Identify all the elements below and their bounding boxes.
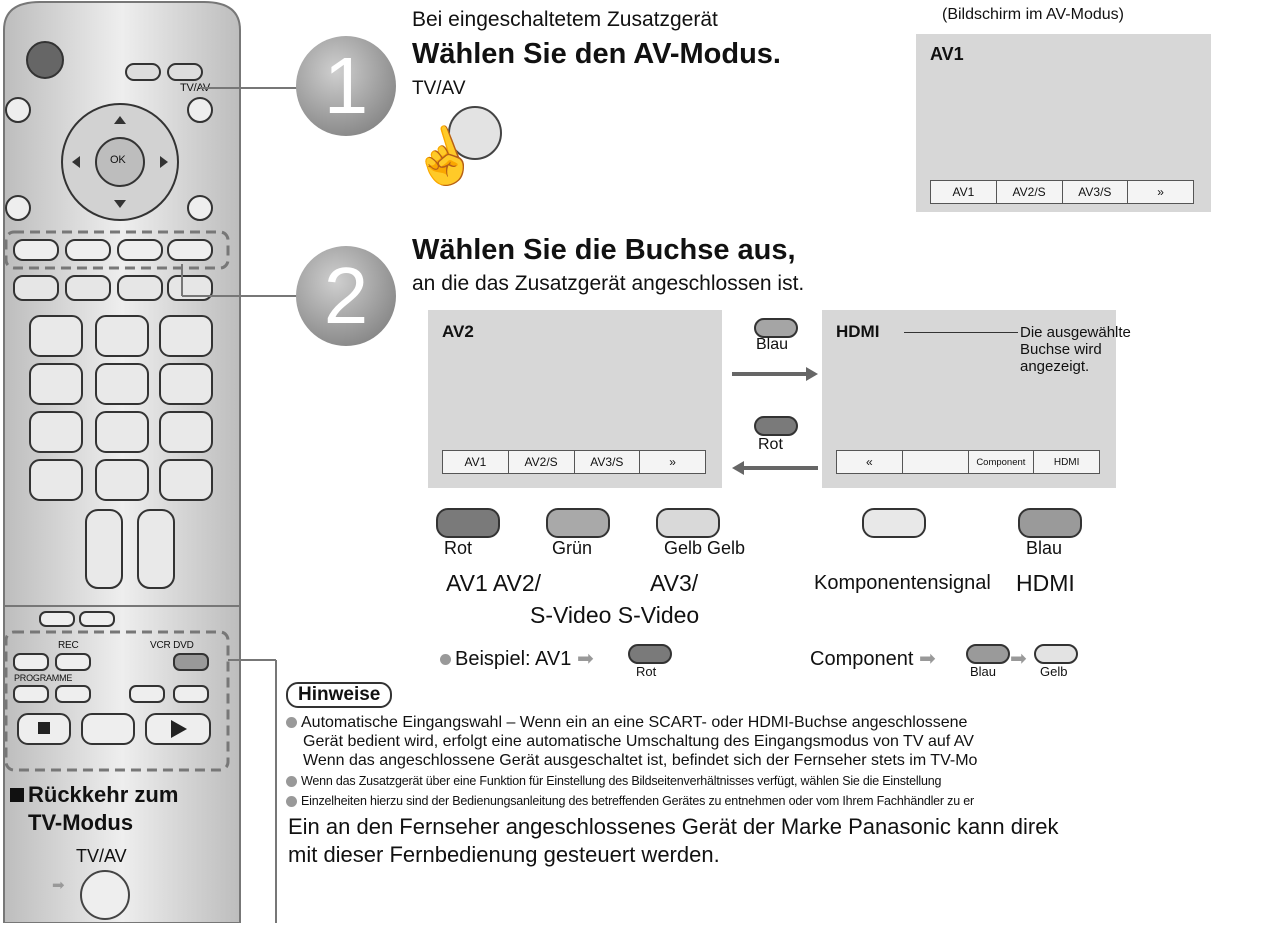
step-2-subtitle: an die das Zusatzgerät angeschlossen ist. [412,272,805,295]
arrow-icon: ➡ [918,648,936,670]
note-3 [286,794,974,808]
red-button-icon [628,644,672,664]
gruen-label: Grün [552,538,593,558]
komponentensignal-label: Komponentensignal [814,572,991,594]
av1-av2-label [446,570,541,597]
screen-title: HDMI [836,322,880,341]
back-button-label: TV/AV [76,846,127,866]
av1-label: AV1 [446,570,488,596]
tab-more: » [669,455,676,469]
yellow-button-icon [656,508,720,538]
av2-screen [428,310,722,488]
vcr-dvd-label: VCR DVD [150,640,194,651]
back-title-2: TV-Modus [28,810,134,835]
callout-line [904,332,1018,333]
component-label: Component [810,648,914,670]
blau-label: Blau [1026,538,1063,558]
callout-line-2: Buchse wird [1020,341,1102,358]
back-title-text: Rückkehr zum [28,782,179,807]
tab-more: » [1157,185,1164,199]
av3-label: AV3/ [650,570,699,596]
example-label: Beispiel: AV1 [455,648,572,670]
blue-button-icon [1018,508,1082,538]
rot-label: Rot [758,436,783,453]
svideo-label: S-Video S-Video [530,602,700,628]
note-1-line-2: Gerät bedient wird, erfolgt eine automatische Umschaltung des Eingangsmodus von TV auf AV [303,733,974,750]
note-3-text: Einzelheiten hierzu sind der Bedienungsanleitung des betreffenden Gerätes zu entnehmen oder vom Ihrem Fachhändler zu er [301,794,974,808]
rec-label: REC [58,640,79,651]
notes-heading: Hinweise [286,682,392,708]
red-button-icon [436,508,500,538]
blue-button-icon [966,644,1010,664]
tab-av3s: AV3/S [575,451,641,473]
note-1-line-1: Automatische Eingangswahl – Wenn ein an eine SCART- oder HDMI-Buchse angeschlossene [301,714,968,731]
av2-label: AV2/ [492,570,542,596]
pointing-hand-icon: ☝ [401,117,486,197]
bullet-icon [286,796,297,807]
ok-label: OK [110,154,126,166]
tab-hdmi: HDMI [1053,456,1080,468]
screen-tab-bar [836,450,1100,474]
footer-line-1: Ein an den Fernseher angeschlossenes Gerät der Marke Panasonic kann direk [288,814,1059,839]
tv-av-button[interactable] [80,870,130,920]
note-1 [286,714,967,732]
tv-av-label: TV/AV [180,82,210,94]
green-button-icon [546,508,610,538]
step-1-intro: Bei eingeschaltetem Zusatzgerät [412,8,718,31]
footer-line-2: mit dieser Fernbedienung gesteuert werden. [288,842,720,867]
callout-text [1020,324,1131,375]
note-1-line-3: Wenn das angeschlossene Gerät ausgeschaltet ist, befindet sich der Fernseher stets im TV-Mo [303,752,978,769]
tab-av1: AV1 [931,181,997,203]
component-button-icon [862,508,926,538]
blau-label: Blau [756,336,789,353]
gelb-label: Gelb Gelb [664,538,746,558]
bullet-icon [440,654,451,665]
programme-label: PROGRAMME [14,673,73,683]
arrow-icon: ➡ [576,648,594,670]
gelb-label: Gelb [1040,664,1068,679]
step-1-title: Wählen Sie den AV-Modus. [412,38,781,70]
tab-back: « [837,451,903,473]
tab-av1: AV1 [443,451,509,473]
square-bullet-icon [10,788,24,802]
blau-label: Blau [970,664,997,679]
tab-av2s: AV2/S [509,451,575,473]
screen-tab-bar [442,450,706,474]
callout-line-1: Die ausgewählte [1020,324,1131,341]
blue-button-icon [754,318,798,338]
rot-label: Rot [636,664,657,679]
av-mode-caption: (Bildschirm im AV-Modus) [942,6,1124,23]
step-1-button-label: TV/AV [412,78,466,99]
arrow-icon: ➡ [52,877,65,894]
screen-tab-bar [930,180,1194,204]
step-1-badge: 1 [296,36,396,136]
screen-title: AV1 [930,44,964,64]
arrow-left-icon [730,460,820,476]
bullet-icon [286,776,297,787]
callout-line-3: angezeigt. [1020,358,1090,375]
tab-empty [903,451,969,473]
note-2 [286,774,941,788]
screen-title: AV2 [442,322,474,341]
rot-label: Rot [444,538,473,558]
tab-av2s: AV2/S [997,181,1063,203]
bullet-icon [286,717,297,728]
arrow-icon: ➡ [1010,648,1027,670]
example-component [810,646,936,671]
tab-component: Component [969,451,1035,473]
step-2-badge: 2 [296,246,396,346]
back-title-1 [10,782,178,808]
note-2-text: Wenn das Zusatzgerät über eine Funktion für Einstellung des Bildseitenverhältnisses verfügt, wählen Sie die Einstellung [301,774,942,788]
example-av1 [440,646,594,671]
hdmi-label: HDMI [1016,570,1075,596]
tab-av3s: AV3/S [1063,181,1129,203]
step-2-title: Wählen Sie die Buchse aus, [412,234,796,266]
arrow-right-icon [730,366,820,382]
red-button-icon [754,416,798,436]
av-mode-screen [916,34,1211,212]
yellow-button-icon [1034,644,1078,664]
